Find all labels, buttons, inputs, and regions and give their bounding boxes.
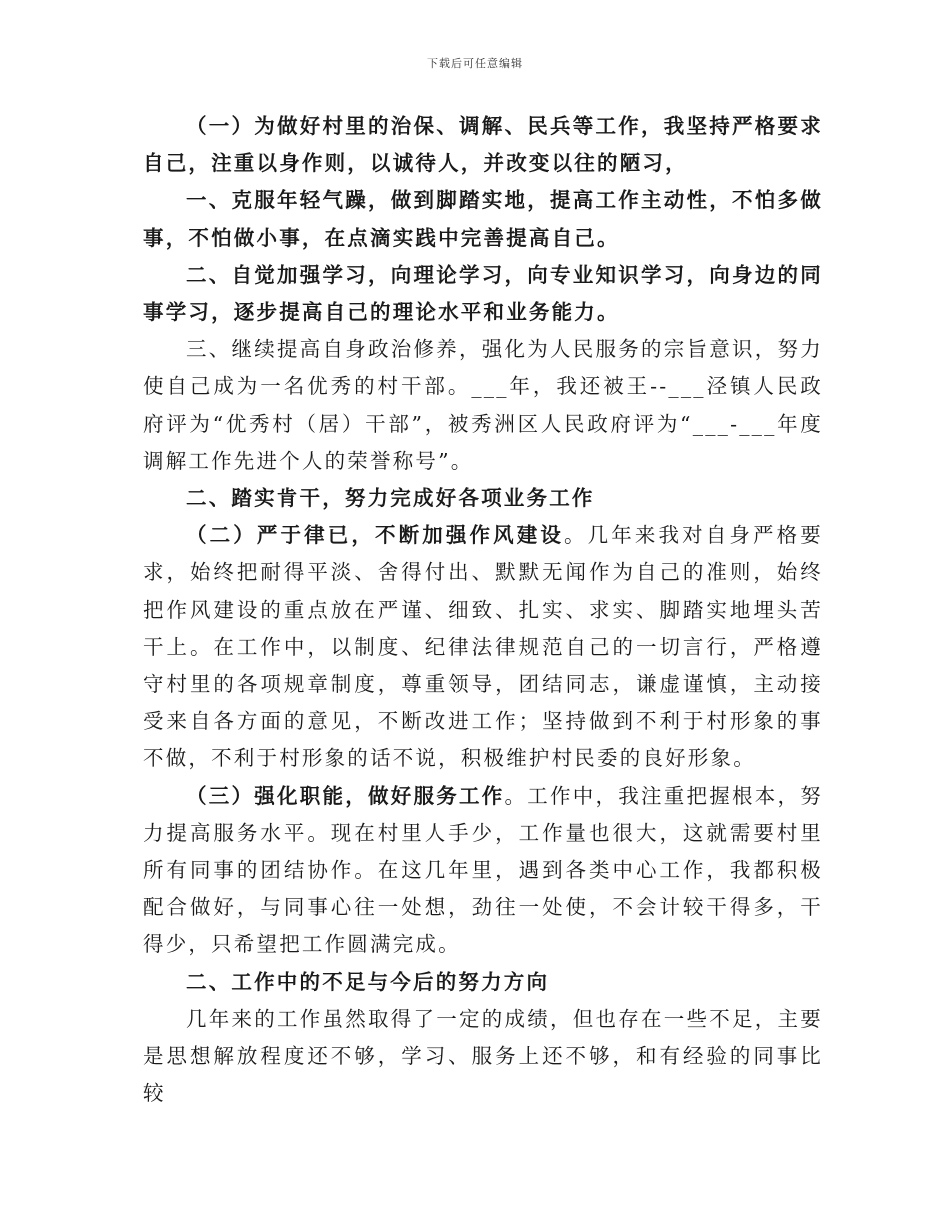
section-heading-2: 二、踏实肯干，努力完成好各项业务工作 — [186, 486, 595, 511]
section-heading-3: 二、工作中的不足与今后的努力方向 — [186, 969, 550, 994]
paragraph-1: （一）为做好村里的治保、调解、民兵等工作，我坚持严格要求自己，注重以身作则，以诚待人，并改变以往的陋习， — [143, 114, 823, 176]
header-note: 下载后可任意编辑 — [427, 57, 523, 70]
paragraph-6-text: 。几年来我对自身严格要求，始终把耐得平淡、舍得付出、默默无闻作为自己的准则，始终把作风建设的重点放在严谨、细致、扎实、求实、脚踏实地埋头苦干上。在工作中，以制度、纪律法律规范自己的一切言行，严格遵守村里的各项规章制度，尊重领导，团结同志，谦虚谨慎，主动接受来自各方面的意见，不断改进工作；坚持做到不利于村形象的事不做，不利于村形象的话不说，积极维护村民委的良好形象。 — [143, 523, 823, 771]
paragraph-6-lead: （二）严于律已，不断加强作风建设 — [186, 523, 565, 548]
paragraph-6 — [143, 517, 823, 777]
paragraph-9: 几年来的工作虽然取得了一定的成绩，但也存在一些不足，主要是思想解放程度还不够，学习、服务上还不够，和有经验的同事比较 — [143, 1006, 823, 1106]
paragraph-7-lead: （三）强化职能，做好服务工作 — [186, 783, 505, 808]
paragraph-3: 二、自觉加强学习，向理论学习，向专业知识学习，向身边的同事学习，逐步提高自己的理论水平和业务能力。 — [143, 262, 823, 325]
paragraph-2: 一、克服年轻气躁，做到脚踏实地，提高工作主动性，不怕多做事，不怕做小事，在点滴实践中完善提高自己。 — [143, 188, 823, 250]
paragraph-7-text: 。工作中，我注重把握根本，努力提高服务水平。现在村里人手少，工作量也很大，这就需要村里所有同事的团结协作。在这几年里，遇到各类中心工作，我都积极配合做好，与同事心往一处想，劲往一处使，不会计较干得多，干得少，只希望把工作圆满完成。 — [143, 783, 823, 957]
document-body — [143, 108, 823, 1112]
paragraph-7 — [143, 778, 823, 964]
paragraph-4: 三、继续提高自身政治修养，强化为人民服务的宗旨意识，努力使自己成为一名优秀的村干部。___年，我还被王--___泾镇人民政府评为“优秀村（居）干部”，被秀洲区人民政府评为“___-___年度调解工作先进个人的荣誉称号”。 — [143, 337, 823, 473]
